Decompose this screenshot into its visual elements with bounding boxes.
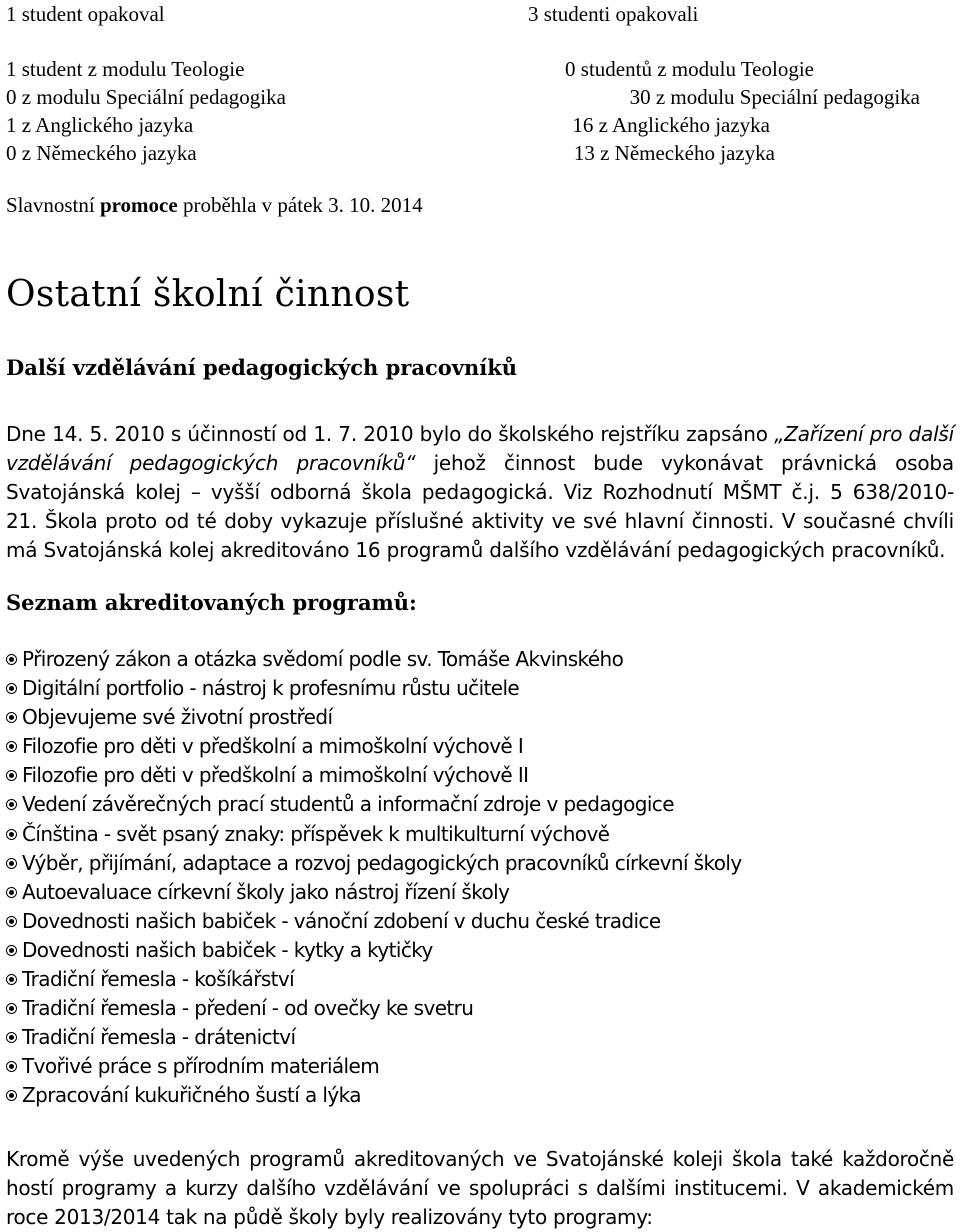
right-column-heading: 3 studenti opakovali: [528, 2, 699, 26]
program-item: [0, 732, 742, 761]
left-column-heading: 1 student opakoval: [6, 2, 165, 26]
paragraph-intro-line-5: má Svatojánská kolej akreditováno 16 programů dalšího vzdělávání pedagogických pracovníků.: [6, 538, 946, 562]
program-item-label: Dovednosti našich babiček - kytky a kytičky: [22, 937, 433, 962]
program-item: [0, 645, 742, 674]
program-item-label: Digitální portfolio - nástroj k profesnímu růstu učitele: [22, 676, 520, 701]
bullet-icon: [6, 858, 17, 869]
program-item-label: Filozofie pro děti v předškolní a mimoškolní výchově I: [22, 734, 524, 759]
program-item-label: Výběr, přijímání, adaptace a rozvoj pedagogických pracovníků církevní školy: [22, 850, 742, 875]
program-item: [0, 1052, 742, 1081]
bullet-icon: [6, 799, 17, 810]
program-item: [0, 849, 742, 878]
promotion-note-bold: promoce: [99, 193, 178, 217]
program-item-label: Tradiční řemesla - předení - od ovečky ke svetru: [22, 996, 474, 1021]
programs-heading: Seznam akreditovaných programů:: [6, 590, 417, 615]
left-stat-2: 0 z modulu Speciální pedagogika: [6, 85, 286, 109]
program-item: [0, 907, 742, 936]
promotion-note-start: Slavnostní: [6, 193, 100, 217]
bullet-icon: [6, 712, 17, 723]
program-item: [0, 994, 742, 1023]
program-item-label: Dovednosti našich babiček - vánoční zdobení v duchu české tradice: [22, 908, 661, 933]
paragraph-intro-line-3: Svatojánská kolej – vyšší odborná škola pedagogická. Viz Rozhodnutí MŠMT č.j. 5 638/2010-: [6, 480, 954, 504]
program-item-label: Filozofie pro děti v předškolní a mimoškolní výchově II: [22, 763, 529, 788]
bullet-icon: [6, 916, 17, 927]
program-item: [0, 790, 742, 819]
program-item: [0, 820, 742, 849]
right-stat-1: 0 studentů z modulu Teologie: [565, 57, 814, 81]
bullet-icon: [6, 1061, 17, 1072]
programs-list: [0, 645, 742, 1111]
program-item: [0, 936, 742, 965]
program-item-label: Tvořivé práce s přírodním materiálem: [22, 1054, 380, 1079]
program-item-label: Zpracování kukuřičného šustí a lýka: [22, 1083, 361, 1108]
left-stat-4: 0 z Německého jazyka: [6, 141, 197, 165]
bullet-icon: [6, 974, 17, 985]
bullet-icon: [6, 1003, 17, 1014]
right-stat-2: 30 z modulu Speciální pedagogika: [629, 85, 920, 109]
bullet-icon: [6, 829, 17, 840]
bullet-icon: [6, 741, 17, 752]
program-item-label: Tradiční řemesla - drátenictví: [22, 1025, 296, 1050]
subsection-title: Další vzdělávání pedagogických pracovníků: [6, 355, 518, 380]
bullet-icon: [6, 654, 17, 665]
program-item: [0, 1081, 742, 1110]
bullet-icon: [6, 770, 17, 781]
bullet-icon: [6, 683, 17, 694]
paragraph-intro-text-1: Dne 14. 5. 2010 s účinností od 1. 7. 2010 bylo do školského rejstříku zapsáno: [6, 422, 775, 446]
paragraph-intro-italic-1: „Zařízení pro další: [774, 422, 954, 446]
paragraph-intro: [6, 420, 954, 565]
program-item: [0, 1023, 742, 1052]
paragraph-intro-text-2: jehož činnost bude vykonávat právnická osoba: [415, 451, 954, 475]
promotion-note-end: proběhla v pátek 3. 10. 2014: [177, 193, 423, 217]
right-stat-3: 16 z Anglického jazyka: [572, 113, 770, 137]
paragraph-intro-italic-2: vzdělávání pedagogických pracovníků“: [6, 451, 416, 475]
paragraph-intro-line-2: [6, 449, 954, 478]
right-stat-4: 13 z Německého jazyka: [573, 141, 775, 165]
program-item-label: Autoevaluace církevní školy jako nástroj řízení školy: [22, 879, 510, 904]
bullet-icon: [6, 945, 17, 956]
promotion-note: [6, 193, 423, 218]
paragraph-closing: [6, 1145, 954, 1232]
program-item-label: Objevujeme své životní prostředí: [22, 705, 333, 730]
bullet-icon: [6, 1032, 17, 1043]
paragraph-closing-line-3: roce 2013/2014 tak na půdě školy byly realizovány tyto programy:: [6, 1205, 653, 1229]
program-item-label: Přirozený zákon a otázka svědomí podle sv. Tomáše Akvinského: [22, 647, 624, 671]
program-item: [0, 878, 742, 907]
program-item: [0, 965, 742, 994]
paragraph-closing-line-1: Kromě výše uvedených programů akreditovaných ve Svatojánské koleji škola také každoročně: [6, 1147, 954, 1171]
paragraph-intro-line-1: [6, 420, 954, 449]
bullet-icon: [6, 1090, 17, 1101]
program-item: [0, 761, 742, 790]
paragraph-closing-line-2: hostí programy a kurzy dalšího vzdělávání ve spolupráci s dalšími institucemi. V akademickém: [6, 1176, 954, 1200]
program-item-label: Tradiční řemesla - košíkářství: [22, 967, 295, 992]
program-item-label: Vedení závěrečných prací studentů a informační zdroje v pedagogice: [22, 792, 674, 817]
bullet-icon: [6, 887, 17, 898]
program-item-label: Čínština - svět psaný znaky: příspěvek k multikulturní výchově: [22, 821, 610, 846]
program-item: [0, 674, 742, 703]
section-title: Ostatní školní činnost: [6, 274, 410, 315]
left-stat-1: 1 student z modulu Teologie: [6, 57, 245, 81]
paragraph-intro-line-4: 21. Škola proto od té doby vykazuje příslušné aktivity ve své hlavní činnosti. V současné chvíli: [6, 509, 954, 533]
left-stat-3: 1 z Anglického jazyka: [6, 113, 194, 137]
program-item: [0, 703, 742, 732]
